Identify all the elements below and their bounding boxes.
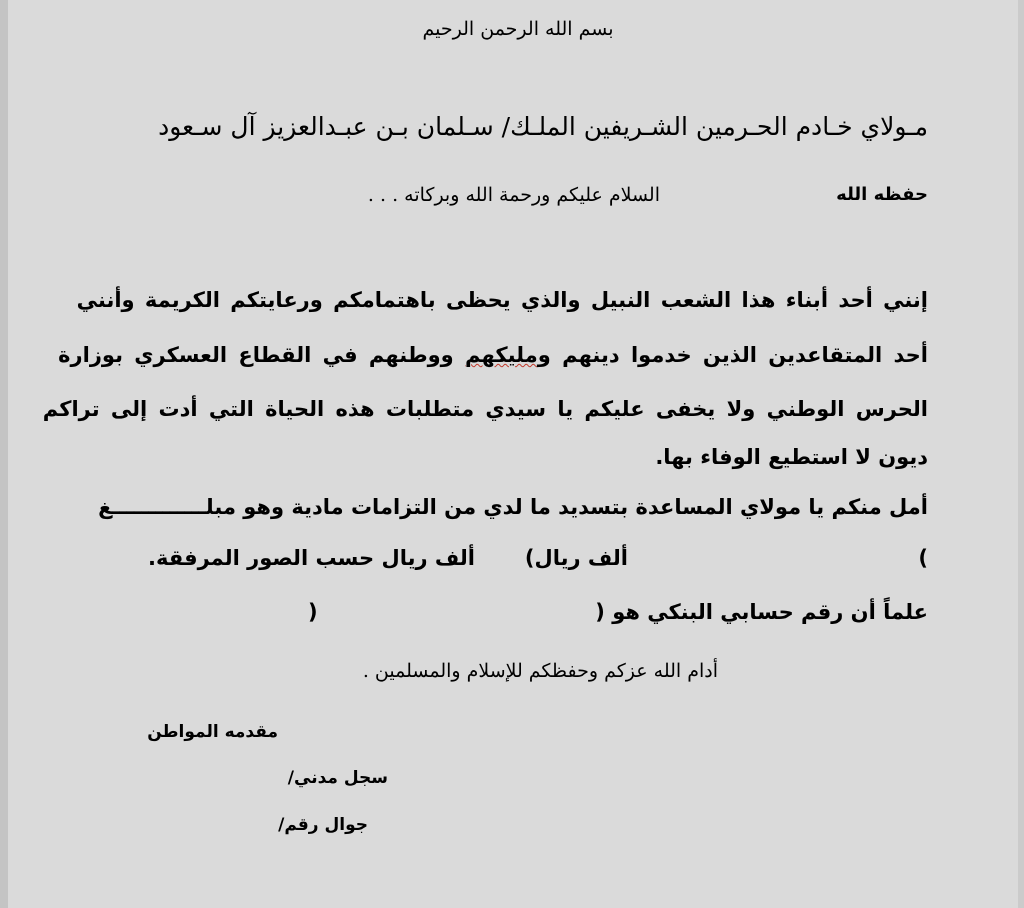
body-line-1: إنني أحد أبناء هذا الشعب النبيل والذي يحظى باهتمامكم ورعايتكم الكريمة وأنني — [76, 288, 928, 312]
amount-in-words: ألف ريال) — [524, 546, 628, 570]
basmala-heading: بسم الله الرحمن الرحيم — [422, 18, 614, 40]
salam-greeting: السلام عليكم ورحمة الله وبركاته . . . — [367, 184, 660, 206]
body-line-3: الحرس الوطني ولا يخفى عليكم يا سيدي متطلبات هذه الحياة التي أدت إلى تراكم — [42, 397, 928, 421]
body-line-5: أمل منكم يا مولاي المساعدة بتسديد ما لدي من التزامات مادية وهو مبلـــــــــــــغ — [98, 495, 928, 519]
bank-account-close-paren: ) — [308, 600, 318, 624]
body-line-2 — [58, 343, 928, 367]
closing-prayer: أدام الله عزكم وحفظكم للإسلام والمسلمين . — [362, 660, 718, 682]
addressee-line: مـولاي خـادم الحـرمين الشـريفين الملـك/ سـلمان بـن عبـدالعزيز آل سـعود — [158, 112, 928, 141]
spellcheck-flagged-word: مليكهم — [465, 343, 538, 367]
hafizahu-text: حفظه الله — [836, 184, 928, 205]
amount-open-paren: ( — [918, 546, 928, 570]
body-line-2-after: ووطنهم في القطاع العسكري بوزارة — [58, 343, 466, 367]
body-line-2-before: أحد المتقاعدين الذين خدموا دينهم و — [537, 343, 928, 367]
civil-id-label: سجل مدني/ — [287, 768, 388, 788]
mobile-number-label: جوال رقم/ — [278, 815, 368, 835]
body-line-4: ديون لا استطيع الوفاء بها. — [655, 445, 928, 469]
bank-account-line: علماً أن رقم حسابي البنكي هو ( — [595, 600, 928, 624]
amount-description: ألف ريال حسب الصور المرفقة. — [148, 546, 475, 570]
presenter-label: مقدمه المواطن — [147, 722, 278, 742]
